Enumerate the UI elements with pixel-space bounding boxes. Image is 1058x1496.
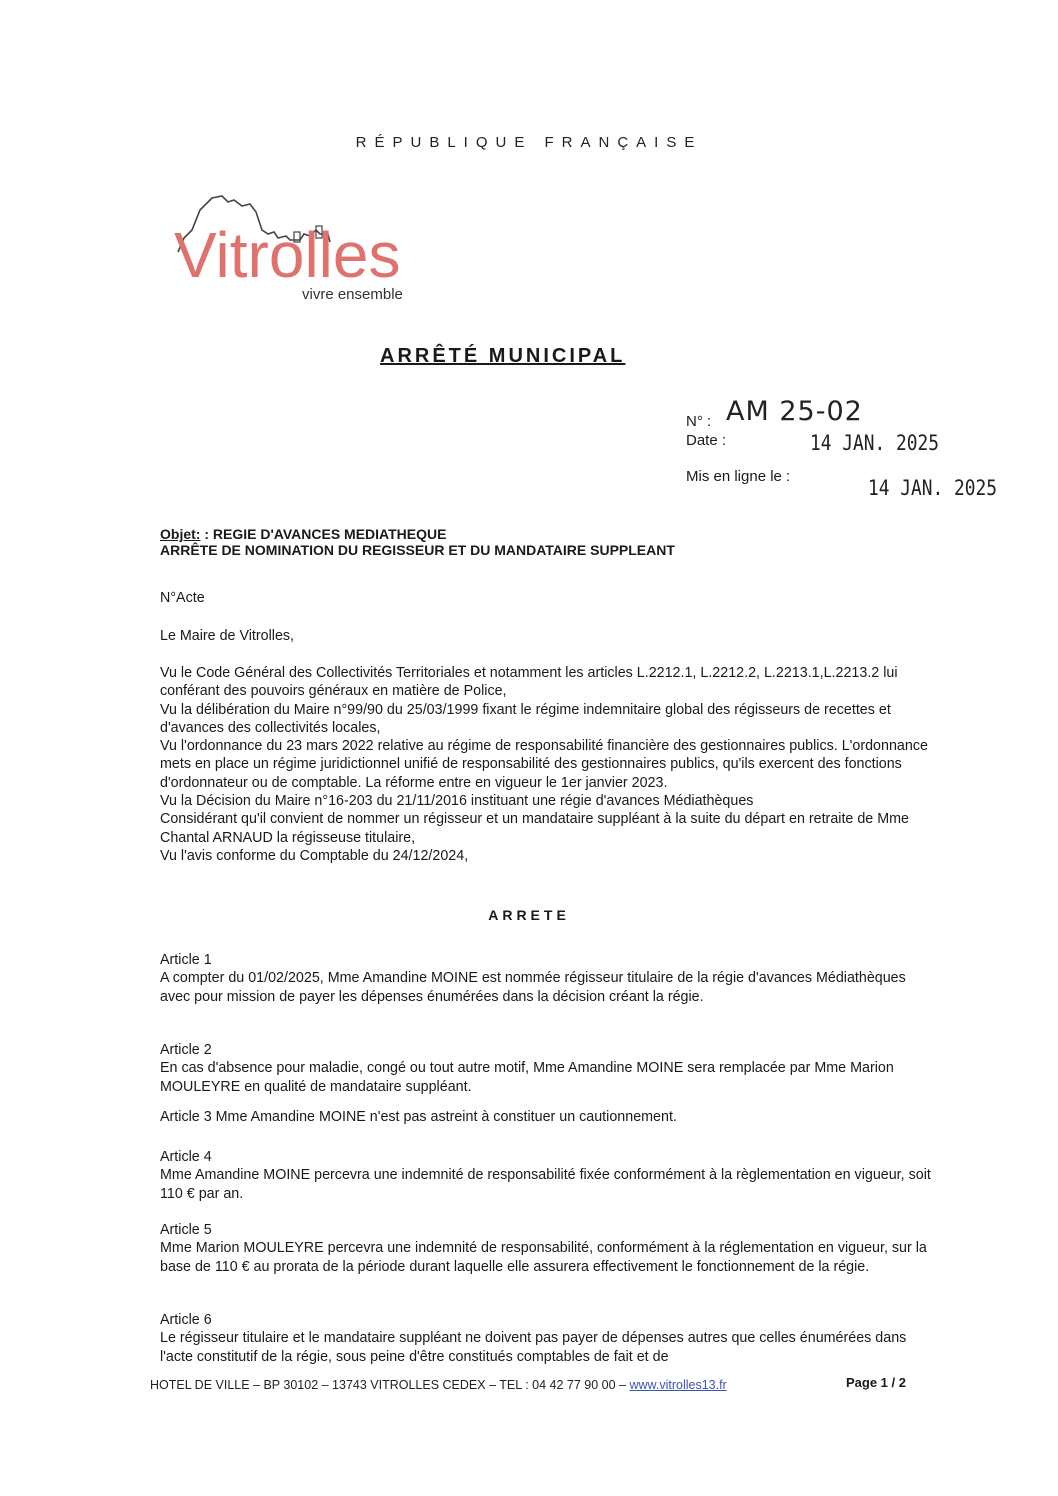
logo-tagline: vivre ensemble	[302, 286, 403, 303]
article-title: Article 1	[160, 952, 212, 968]
article-title: Article 4	[160, 1149, 212, 1165]
article-1	[160, 951, 932, 1006]
footer-website-link[interactable]: www.vitrolles13.fr	[629, 1378, 727, 1392]
maire-line: Le Maire de Vitrolles,	[160, 628, 295, 644]
number-label: N° :	[686, 413, 712, 430]
objet-label: Objet:	[160, 526, 201, 542]
article-6	[160, 1311, 932, 1366]
visa-paragraph: Vu l'avis conforme du Comptable du 24/12/2024,	[160, 847, 469, 864]
visa-paragraph: Vu la Décision du Maire n°16-203 du 21/11/2016 instituant une régie d'avances Médiathèques	[160, 793, 754, 810]
article-title: Article 6	[160, 1312, 212, 1328]
page-number: Page 1 / 2	[846, 1375, 906, 1390]
date-stamp: 14 JAN. 2025	[810, 431, 939, 455]
visa-paragraph: Considérant qu'il convient de nommer un régisseur et un mandataire suppléant à la suite du départ en retraite de Mme Chantal ARNAUD la régisseuse titulaire,	[160, 811, 909, 846]
republique-francaise-header: RÉPUBLIQUE FRANÇAISE	[355, 134, 703, 151]
article-title: Article 5	[160, 1222, 212, 1238]
article-text: Mme Marion MOULEYRE percevra une indemnité de responsabilité, conformément à la réglementation en vigueur, sur la base de 110 € au prorata de la période durant laquelle elle assurera effectivement le fonctionnement de la régie.	[160, 1240, 927, 1275]
visa-paragraph: Vu l'ordonnance du 23 mars 2022 relative au régime de responsabilité financière des gestionnaires publics. L'ordonnance mets en place un régime juridictionnel unifié de responsabilité des gestionnaires publics, qu'ils exercent des fonctions d'ordonnateur ou de comptable. La réforme entre en vigueur le 1er janvier 2023.	[160, 738, 928, 791]
article-text: Mme Amandine MOINE percevra une indemnité de responsabilité fixée conformément à la règlementation en vigueur, soit 110 € par an.	[160, 1167, 931, 1202]
vitrolles-logo	[170, 190, 460, 310]
article-2	[160, 1041, 932, 1096]
online-date-stamp: 14 JAN. 2025	[868, 476, 997, 500]
date-label: Date :	[686, 432, 727, 449]
number-value: AM 25-02	[726, 396, 863, 427]
article-text: En cas d'absence pour maladie, congé ou tout autre motif, Mme Amandine MOINE sera remplacée par Mme Marion MOULEYRE en qualité de mandataire suppléant.	[160, 1060, 894, 1095]
article-text: Mme Amandine MOINE n'est pas astreint à constituer un cautionnement.	[215, 1109, 677, 1125]
article-title: Article 2	[160, 1042, 212, 1058]
objet-line-2: ARRÊTE DE NOMINATION DU REGISSEUR ET DU MANDATAIRE SUPPLEANT	[160, 542, 675, 558]
document-title: ARRÊTÉ MUNICIPAL	[380, 345, 626, 367]
visa-paragraph: Vu le Code Général des Collectivités Territoriales et notamment les articles L.2212.1, L.2212.2, L.2213.1,L.2213.2 lui conférant des pouvoirs généraux en matière de Police,	[160, 665, 898, 700]
article-4	[160, 1148, 932, 1203]
objet-block	[160, 526, 675, 558]
footer-address: HOTEL DE VILLE – BP 30102 – 13743 VITROLLES CEDEX – TEL : 04 42 77 90 00 –	[150, 1378, 626, 1392]
online-label: Mis en ligne le :	[686, 468, 791, 485]
n-acte: N°Acte	[160, 590, 205, 606]
article-5	[160, 1221, 932, 1276]
article-title: Article 3	[160, 1109, 212, 1125]
article-3	[160, 1108, 932, 1126]
objet-line-1: : REGIE D'AVANCES MEDIATHEQUE	[204, 526, 447, 542]
article-text: Le régisseur titulaire et le mandataire suppléant ne doivent pas payer de dépenses autres que celles énumérées dans l'acte constitutif de la régie, sous peine d'être constitués comptables de fait et de	[160, 1330, 907, 1365]
logo-wordmark: Vitrolles	[174, 219, 401, 291]
footer-address-line	[150, 1378, 727, 1392]
arrete-heading: ARRETE	[488, 907, 570, 923]
visa-paragraph: Vu la délibération du Maire n°99/90 du 25/03/1999 fixant le régime indemnitaire global des régisseurs de recettes et d'avances des collectivités locales,	[160, 701, 891, 736]
article-text: A compter du 01/02/2025, Mme Amandine MOINE est nommée régisseur titulaire de la régie d'avances Médiathèques avec pour mission de payer les dépenses énumérées dans la décision créant la régie.	[160, 970, 906, 1005]
visas-block	[160, 664, 932, 865]
